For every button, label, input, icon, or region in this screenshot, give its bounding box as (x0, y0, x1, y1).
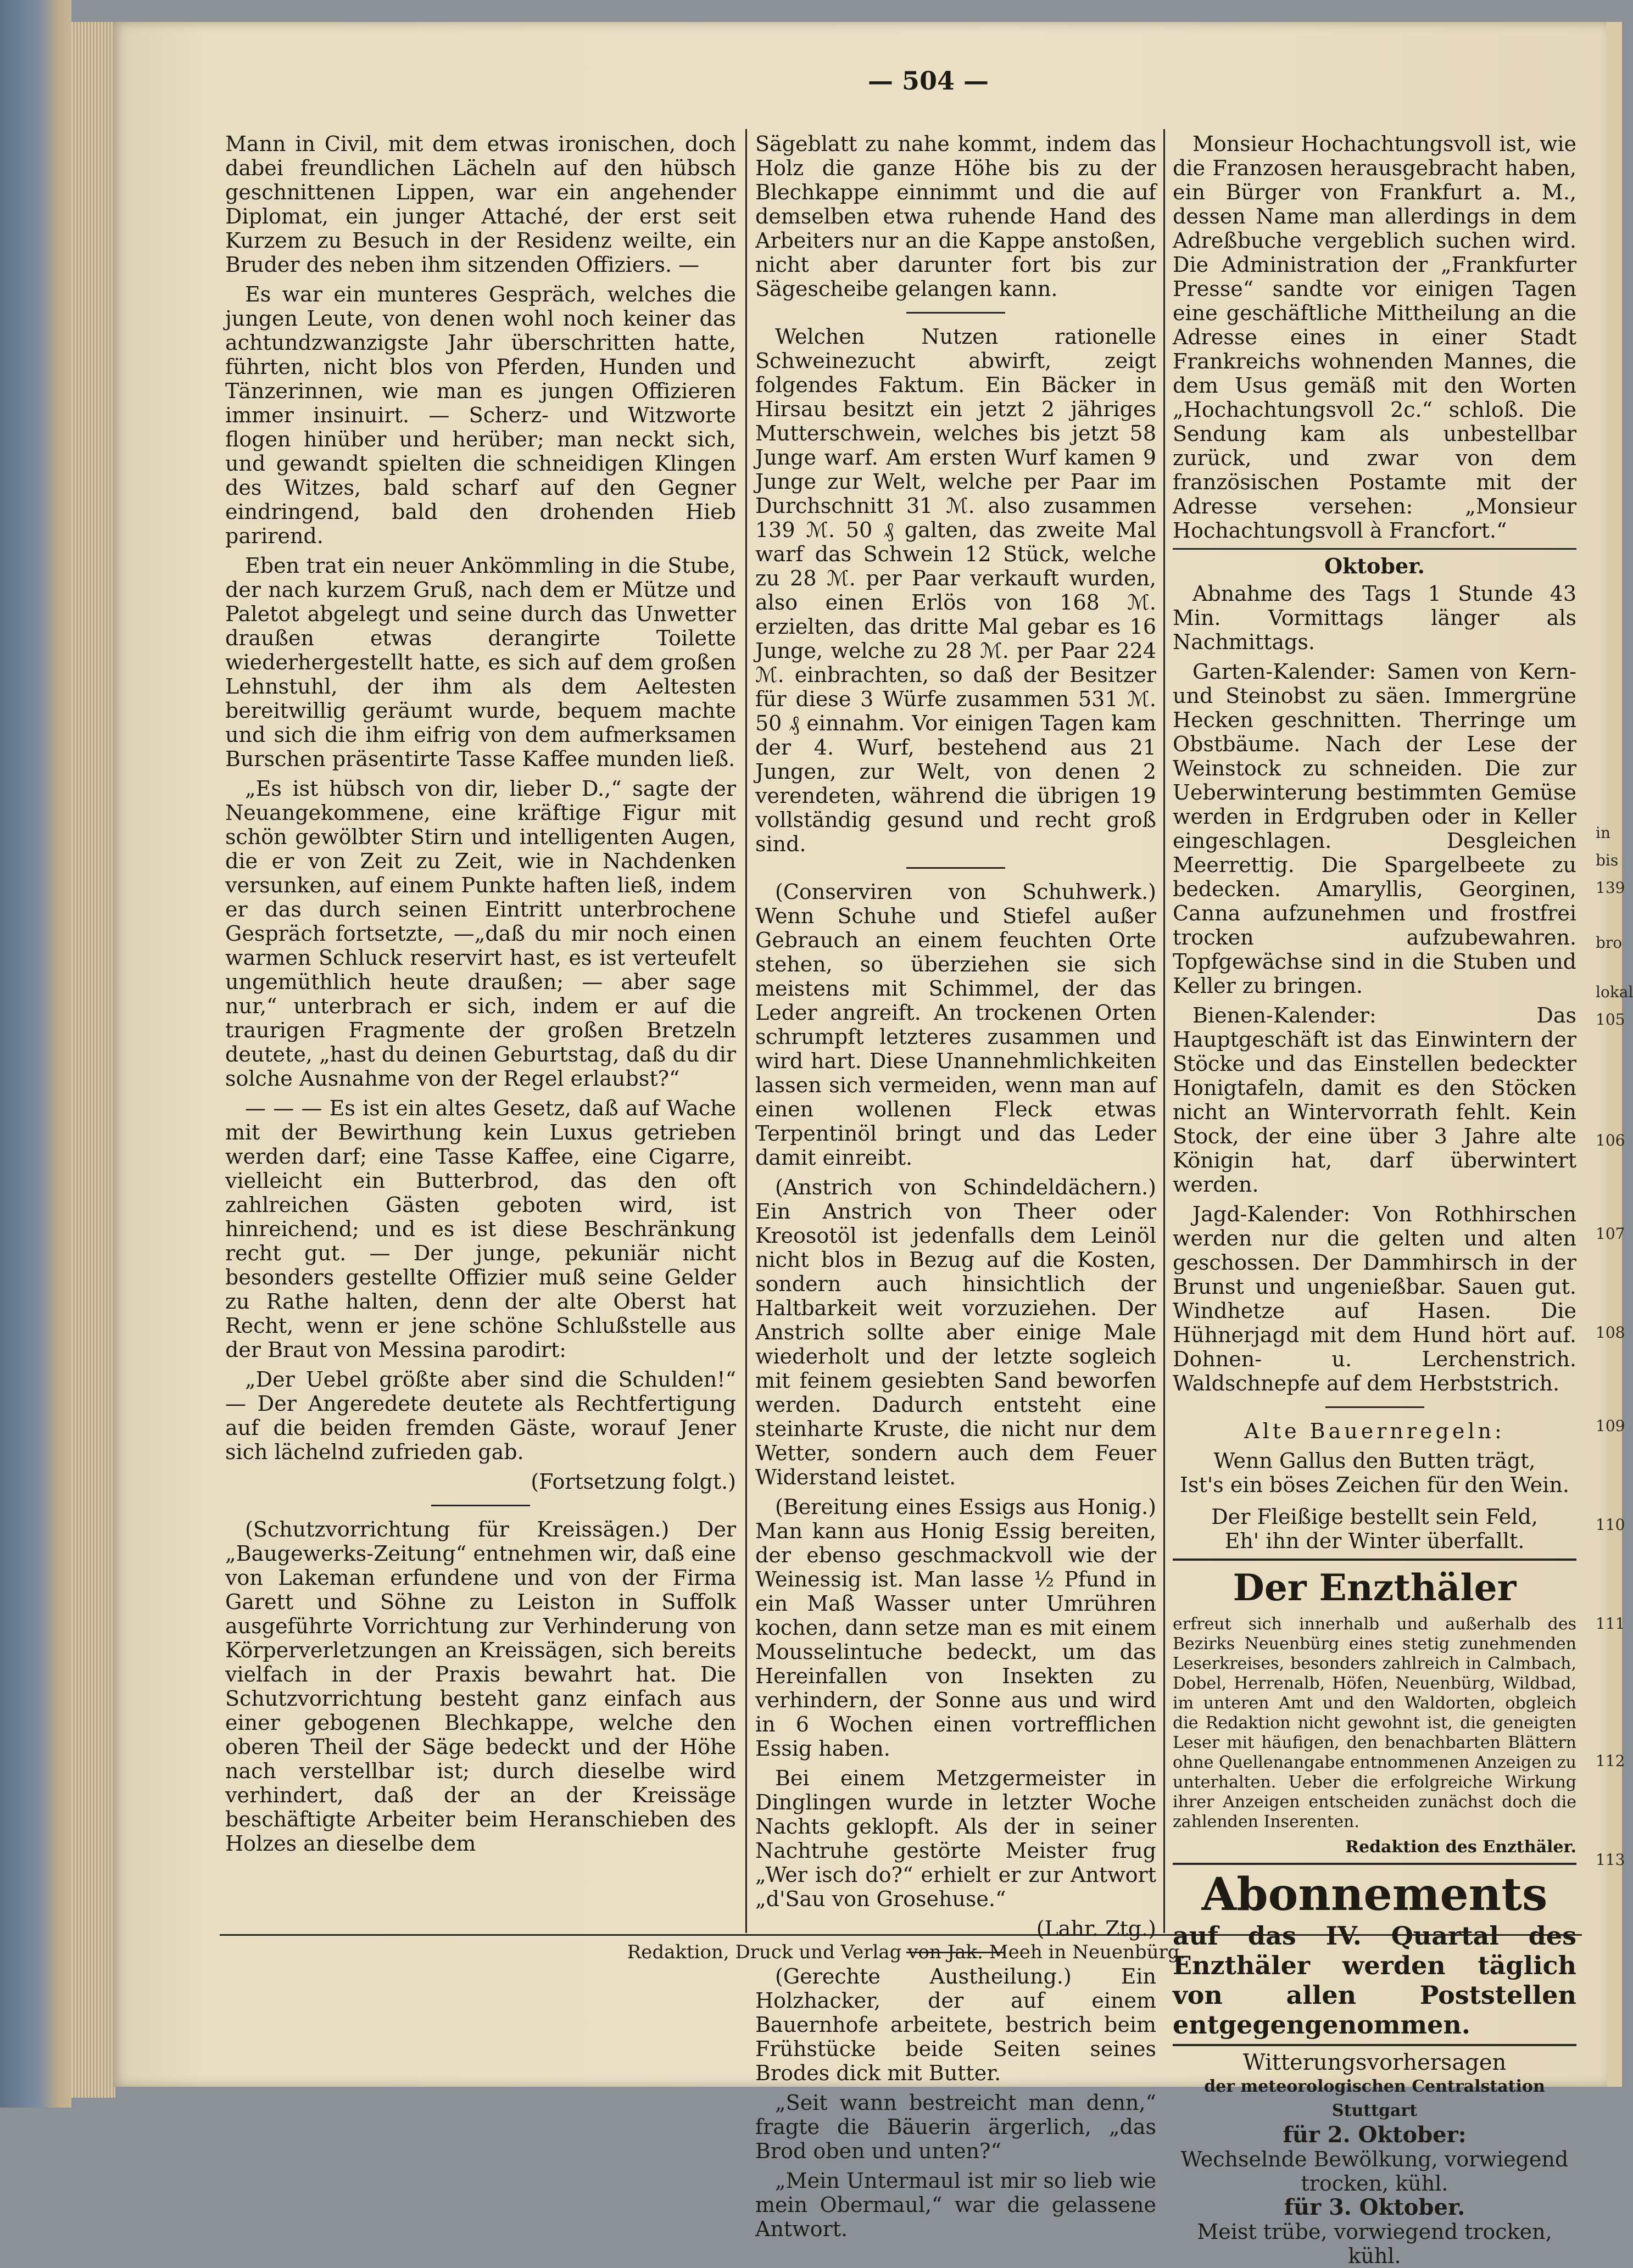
col1-paragraph: Mann in Civil, mit dem etwas ironischen, doch dabei freundlichen Lächeln auf den hübsch geschnittenen Lippen, war ein angehender Diplomat, ein junger Attaché, der erst seit Kurzem zu Besuch in der Residenz weilte, ein Bruder des neben ihm sitzenden Offiziers. — (225, 132, 736, 277)
col2-article-butter: (Gerechte Austheilung.) Ein Holzhacker, der auf einem Bauernhofe arbeitete, bestrich beim Frühstücke beide Seiten seines Brodes dick mit Butter. (755, 1964, 1156, 2085)
abonnements-subtitle: auf das IV. Quartal des Enzthäler werden täglich von allen Poststellen entgegengenommen. (1173, 1921, 1576, 2040)
col1-article-saws: (Schutzvorrichtung für Kreissägen.) Der „Baugewerks-Zeitung“ entnehmen wir, daß eine von Lakeman erfundene und von der Firma Garett und Söhne zu Leiston in Suffolk ausgeführte Vorrichtung zur Verhinderung von Körperverletzungen an Kreissägen, sich bereits vielfach in der Praxis bewahrt hat. Die Schutzvorrichtung besteht ganz einfach aus einer gebogenen Blechkappe, welche den oberen Theil der Säge bedeckt und der Höhe nach verstellbar ist; durch dieselbe wird verhindert, daß der an der Kreissäge beschäftigte Arbeiter beim Heranschieben des Holzes an dieselbe dem (225, 1517, 736, 1856)
col1-paragraph: — — — Es ist ein altes Gesetz, daß auf Wache mit der Bewirthung kein Luxus getrieben werden darf; eine Tasse Kaffee, eine Cigarre, vielleicht ein Butterbrod, das den oft zahlreichen Gästen geboten wird, ist hinreichend; und es ist diese Beschränkung recht gut. — Der junge, pekuniär nicht besonders gestellte Offizier muß seine Gelder zu Rathe halten, denn der alte Oberst hat Recht, wenn er jene schöne Schlußstelle aus der Braut von Messina parodirt: (225, 1096, 736, 1362)
col1-paragraph: Eben trat ein neuer Ankömmling in die Stube, der nach kurzem Gruß, nach dem er Mütze und Paletot abgelegt und seine durch das Unwetter draußen etwas derangirte Toilette wiederhergestellt hatte, es sich auf dem großen Lehnstuhl, der ihm als dem Aeltesten bereitwillig geräumt wurde, bequem machte und sich die ihm eifrig von dem aufmerksamen Burschen präsentirte Tasse Kaffee munden ließ. (225, 554, 736, 771)
margin-text: 111 (1596, 1615, 1625, 1633)
col2-article-butter: „Mein Untermaul ist mir so lieb wie mein Obermaul,“ war die gelassene Antwort. (755, 2169, 1156, 2241)
bee-calendar: Bienen-Kalender: Das Hauptgeschäft ist das Einwintern der Stöcke und das Einstellen bedeckter Honigtafeln, damit es den Stöcken nicht an Wintervorrath fehlt. Kein Stock, der eine über 3 Jahre alte Königin hat, darf überwintert werden. (1173, 1003, 1576, 1197)
weather-forecast (1173, 2051, 1576, 2268)
separator (1325, 1406, 1424, 1408)
margin-text: 139 (1596, 879, 1625, 897)
margin-text: 109 (1596, 1417, 1625, 1435)
separator (1173, 1863, 1576, 1865)
margin-text: in (1596, 824, 1610, 842)
oktober-text: Abnahme des Tags 1 Stunde 43 Min. Vormittags länger als Nachmittags. (1173, 582, 1576, 654)
bauernregel-line: Wenn Gallus den Butten trägt, (1213, 1449, 1536, 1473)
column-rule-2 (1163, 129, 1165, 1933)
col2-article-shoes: (Conserviren von Schuhwerk.) Wenn Schuhe und Stiefel außer Gebrauch an einem feuchten Orte stehen, so überziehen sie sich meistens mit Schimmel, der das Leder angreift. An trockenen Orten schrumpft letzteres zusammen und wird hart. Diese Unannehmlichkeiten lassen sich vermeiden, wenn man auf einen wollenen Fleck etwas Terpentinöl bringt und das Leder damit einreibt. (755, 880, 1156, 1170)
separator (431, 1505, 530, 1506)
garden-calendar: Garten-Kalender: Samen von Kern- und Steinobst zu säen. Immergrüne Hecken geschnitten. Therringe um Obstbäume. Nach der Lese der Weinstock zu schneiden. Die zur Ueberwinterung bestimmten Gemüse werden in Erdgruben oder in Keller eingeschlagen. Desgleichen Meerrettig. Die Spargelbeete zu bedecken. Amaryllis, Georginen, Canna aufzunehmen und frostfrei trocken aufzubewahren. Topfgewächse sind in die Stuben und Keller zu bringen. (1173, 660, 1576, 998)
col1-paragraph: Es war ein munteres Gespräch, welches die jungen Leute, von denen wohl noch keiner das achtundzwanzigste Jahr überschritten hatte, führten, nicht blos von Pferden, Hunden und Tänzerinnen, wie man es jungen Offizieren immer insinuirt. — Scherz- und Witzworte flogen hinüber und herüber; man neckt sich, und gewandt spielten die schneidigen Klingen des Witzes, bald scharf auf den Gegner eindringend, bald den drohenden Hieb parirend. (225, 282, 736, 548)
separator (1173, 548, 1576, 550)
col2-article-butcher: Bei einem Metzgermeister in Dinglingen wurde in letzter Woche Nachts geklopft. Als der in seiner Nachtruhe gestörte Meister frug „Wer isch do?“ erhielt er zur Antwort „d'Sau von Grosehuse.“ (755, 1766, 1156, 1911)
hunt-calendar: Jagd-Kalender: Von Rothhirschen werden nur die gelten und alten geschossen. Der Dammhirsch in der Brunst und ungenießbar. Sauen gut. Windhetze auf Hasen. Die Hühnerjagd mit dem Hund hört auf. Dohnen- u. Lerchenstrich. Waldschnepfe auf dem Herbststrich. (1173, 1202, 1576, 1395)
margin-text: bro (1596, 934, 1623, 952)
enzthaeler-title: Der Enzthäler (1233, 1566, 1517, 1609)
weather-title: Witterungsvorhersagen (1242, 2050, 1507, 2075)
margin-text: 108 (1596, 1323, 1625, 1342)
facing-page-edge (1607, 22, 1622, 2087)
page-number: — 504 — (867, 66, 989, 96)
margin-text: 110 (1596, 1516, 1625, 1534)
weather-date: für 3. Oktober. (1284, 2194, 1465, 2220)
col2-article-vinegar: (Bereitung eines Essigs aus Honig.) Man kann aus Honig Essig bereiten, der ebenso geschmackvoll wie der Weinessig ist. Man lasse ½ Pfund in ein Maß Wasser unter Umrühren kochen, dann setze man es mit einem Mousselintuche bedeckt, um das Hereinfallen von Insekten zu verhindern, der Sonne aus und wird in 6 Wochen einen vortrefflichen Essig haben. (755, 1495, 1156, 1761)
column-3 (1173, 132, 1576, 2268)
col2-article-butter: „Seit wann bestreicht man denn,“ fragte die Bäuerin ärgerlich, „das Brod oben und unten?“ (755, 2091, 1156, 2163)
source-note: (Lahr. Ztg.) (1036, 1917, 1156, 1941)
margin-text: 113 (1596, 1851, 1625, 1869)
bauernregel-line: Ist's ein böses Zeichen für den Wein. (1180, 1473, 1569, 1497)
col1-paragraph: „Der Uebel größte aber sind die Schulden!“ — Der Angeredete deutete als Rechtfertigung auf die beiden fremden Gäste, worauf Jener sich lächelnd zufrieden gab. (225, 1367, 736, 1464)
page-stack (71, 22, 115, 2098)
col3-article-hochachtung: Monsieur Hochachtungsvoll ist, wie die Franzosen herausgebracht haben, ein Bürger von Frankfurt a. M., dessen Name man allerdings in dem Adreßbuche vergeblich suchen wird. Die Administration der „Frankfurter Presse“ sandte vor einigen Tagen eine geschäftliche Mittheilung an die Adresse eines in einer Stadt Frankreichs wohnenden Mannes, die dem Usus gemäß mit den Worten „Hochachtungsvoll 2c.“ schloß. Die Sendung kam als unbestellbar zurück, und zwar von dem französischen Postamte mit der Adresse versehen: „Monsieur Hochachtungsvoll à Francfort.“ (1173, 132, 1576, 543)
imprint-footer: Redaktion, Druck und Verlag von Jak. Meeh in Neuenbürg. (627, 1941, 1186, 1963)
margin-text: 106 (1596, 1131, 1625, 1149)
separator (1173, 1558, 1576, 1561)
col2-paragraph: Sägeblatt zu nahe kommt, indem das Holz die ganze Höhe bis zu der Blechkappe einnimmt und die auf demselben etwa ruhende Hand des Arbeiters nur an die Kappe anstoßen, nicht aber darunter fort bis zur Sägescheibe gelangen kann. (755, 132, 1156, 301)
book-cover-edge (0, 0, 71, 2108)
separator (906, 867, 1005, 869)
bauernregeln-title: Alte Bauernregeln: (1244, 1419, 1505, 1443)
enzthaeler-signature: Redaktion des Enzthäler. (1345, 1837, 1576, 1857)
oktober-heading: Oktober. (1324, 554, 1425, 578)
bauernregel-line: Der Fleißige bestellt sein Feld, (1211, 1505, 1538, 1529)
col2-article-roofs: (Anstrich von Schindeldächern.) Ein Anstrich von Theer oder Kreosotöl ist jedenfalls dem Leinöl nicht blos in Bezug auf die Kosten, sondern auch hinsichtlich der Haltbarkeit weit vorzuziehen. Der Anstrich sollte aber einige Male wiederholt und der letzte sogleich mit feinem gesiebten Sand beworfen werden. Dadurch entsteht eine steinharte Kruste, die nicht nur dem Wetter, sondern auch dem Feuer Widerstand leistet. (755, 1175, 1156, 1489)
margin-text: bis (1596, 851, 1619, 869)
weather-text: Meist trübe, vorwiegend trocken, kühl. (1197, 2220, 1552, 2268)
separator (906, 312, 1005, 314)
enzthaeler-text: erfreut sich innerhalb und außerhalb des Bezirks Neuenbürg eines stetig zunehmenden Leserkreises, besonders zahlreich in Calmbach, Dobel, Herrenalb, Höfen, Neuenbürg, Wildbad, im unteren Amt und den Waldorten, obgleich die Redaktion nicht gewohnt ist, die geneigten Leser mit häufigen, den benachbarten Blättern ohne Quellenangabe entnommenen Anzeigen zu unterhalten. Ueber die erfolgreiche Wirkung ihrer Anzeigen entscheiden zunächst doch die zahlenden Inserenten. (1173, 1615, 1576, 1831)
column-rule-1 (745, 129, 747, 1933)
margin-text: lokal (1596, 983, 1633, 1001)
separator (1173, 2044, 1576, 2046)
bauernregel-line: Eh' ihn der Winter überfallt. (1224, 1529, 1525, 1553)
continuation-note: (Fortsetzung folgt.) (531, 1470, 736, 1494)
margin-text: 105 (1596, 1010, 1625, 1029)
margin-text: 112 (1596, 1752, 1625, 1770)
abonnements-title: Abonnements (1201, 1868, 1548, 1921)
weather-text: Wechselnde Bewölkung, vorwiegend trocken, kühl. (1180, 2147, 1569, 2196)
col1-paragraph: „Es ist hübsch von dir, lieber D.,“ sagte der Neuangekommene, eine kräftige Figur mit schön gewölbter Stirn und intelligenten Augen, die er von Zeit zu Zeit, wie in Nachdenken versunken, auf einem Punkte haften ließ, indem er das durch seinen Eintritt unterbrochene Gespräch fortsetzte, —„daß du mir noch einen warmen Schluck reservirt hast, es ist verteufelt ungemüthlich heute draußen; — aber sage nur,“ unterbrach er sich, indem er auf die traurigen Fragmente der großen Bretzeln deutete, „hast du deinen Geburtstag, daß du dir solche Ausnahme von der Regel erlaubst?“ (225, 777, 736, 1091)
margin-text: 107 (1596, 1225, 1625, 1243)
weather-subtitle: der meteorologischen Centralstation Stuttgart (1204, 2077, 1545, 2120)
column-1 (225, 132, 736, 1906)
col2-article-pigs: Welchen Nutzen rationelle Schweinezucht abwirft, zeigt folgendes Faktum. Ein Bäcker in Hirsau besitzt ein jetzt 2 jähriges Mutterschwein, welches bis jetzt 58 Junge warf. Am ersten Wurf kamen 9 Junge zur Welt, welche per Paar im Durchschnitt 31 ℳ. also zusammen 139 ℳ. 50 ₰ galten, das zweite Mal warf das Schwein 12 Stück, welche zu 28 ℳ. per Paar verkauft wurden, also einen Erlös von 168 ℳ. erzielten, das dritte Mal gebar es 16 Junge, welche zu 28 ℳ. per Paar 224 ℳ. einbrachten, so daß der Besitzer für diese 3 Würfe zusammen 531 ℳ. 50 ₰ einnahm. Vor einigen Tagen kam der 4. Wurf, bestehend aus 21 Jungen, zur Welt, von denen 2 verendeten, während die übrigen 19 vollständig gesund und recht groß sind. (755, 325, 1156, 856)
weather-date: für 2. Oktober: (1283, 2122, 1467, 2148)
